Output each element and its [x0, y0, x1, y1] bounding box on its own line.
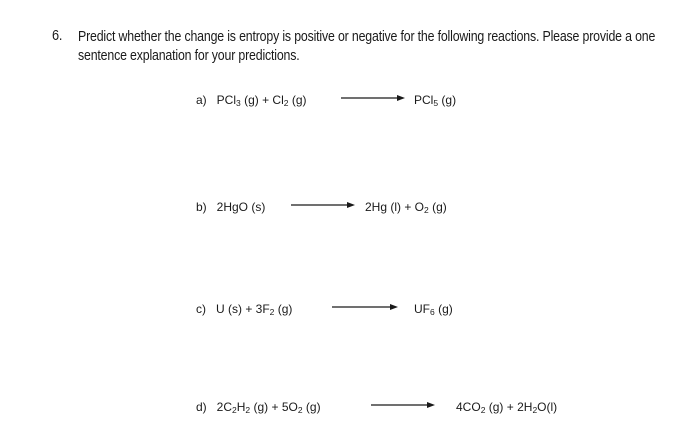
formula-text: UF: [414, 302, 430, 316]
reaction-b-arrow: [291, 200, 355, 210]
formula-text: (g): [438, 93, 457, 107]
formula-text: 2HgO (s): [216, 200, 266, 214]
formula-text: 4CO: [456, 400, 481, 414]
reaction-c-reactant-formula: [216, 302, 292, 316]
reaction-c-reactants: [196, 302, 292, 316]
formula-text: 2Hg (l) + O: [365, 200, 425, 214]
formula-subscript: 2: [480, 405, 486, 415]
reaction-c-label: c): [196, 302, 206, 316]
reaction-a-label: a): [196, 93, 207, 107]
reaction-c-arrow: [332, 302, 398, 312]
reaction-b-product-formula: [365, 200, 447, 214]
formula-text: U (s) + 3F: [216, 302, 270, 316]
formula-text: H: [236, 400, 246, 414]
formula-text: (g): [302, 400, 321, 414]
formula-subscript: 2: [283, 98, 289, 108]
reaction-d-reactants: [196, 400, 321, 414]
reaction-a-product-formula: [414, 93, 456, 107]
reaction-c-product-formula: [414, 302, 453, 316]
formula-subscript: 2: [297, 405, 303, 415]
formula-text: (g) + 5O: [250, 400, 298, 414]
reaction-d-label: d): [196, 400, 207, 414]
formula-text: (g): [434, 302, 453, 316]
question-number: 6.: [52, 28, 63, 44]
reaction-c-products: [414, 302, 453, 316]
question-prompt-line-2: sentence explanation for your predictions.: [78, 48, 300, 64]
formula-subscript: 3: [236, 98, 241, 108]
formula-text: (g) + 2H: [485, 400, 533, 414]
reaction-d-products: [456, 400, 557, 414]
question-prompt: [78, 28, 674, 66]
reaction-b-reactants: [196, 200, 265, 214]
reaction-d-product-formula: [456, 400, 557, 414]
formula-text: (g): [274, 302, 293, 316]
reaction-d-reactant-formula: [217, 400, 321, 414]
formula-text: PCl: [414, 93, 434, 107]
formula-subscript: 2: [269, 307, 275, 317]
reaction-a-arrow: [341, 93, 405, 103]
reaction-a-reactant-formula: [217, 93, 307, 107]
formula-text: 2C: [216, 400, 233, 414]
reaction-b-label: b): [196, 200, 207, 214]
reaction-b-products: [365, 200, 447, 214]
formula-text: (g) + Cl: [240, 93, 284, 107]
formula-subscript: 5: [433, 98, 439, 108]
formula-text: PCl: [216, 93, 237, 107]
question-prompt-line-1: Predict whether the change is entropy is positive or negative for the following reactions. Please provide a one: [78, 29, 656, 45]
formula-text: (g): [288, 93, 307, 107]
reaction-b-reactant-formula: [217, 200, 266, 214]
formula-text: O(l): [537, 400, 558, 414]
formula-subscript: 6: [430, 307, 435, 317]
formula-subscript: 2: [424, 205, 429, 215]
reaction-d-arrow: [371, 400, 435, 410]
formula-subscript: 2: [532, 405, 538, 415]
formula-subscript: 2: [232, 405, 237, 415]
formula-subscript: 2: [245, 405, 251, 415]
reaction-a-reactants: [196, 93, 307, 107]
formula-text: (g): [428, 200, 447, 214]
reaction-a-products: [414, 93, 456, 107]
